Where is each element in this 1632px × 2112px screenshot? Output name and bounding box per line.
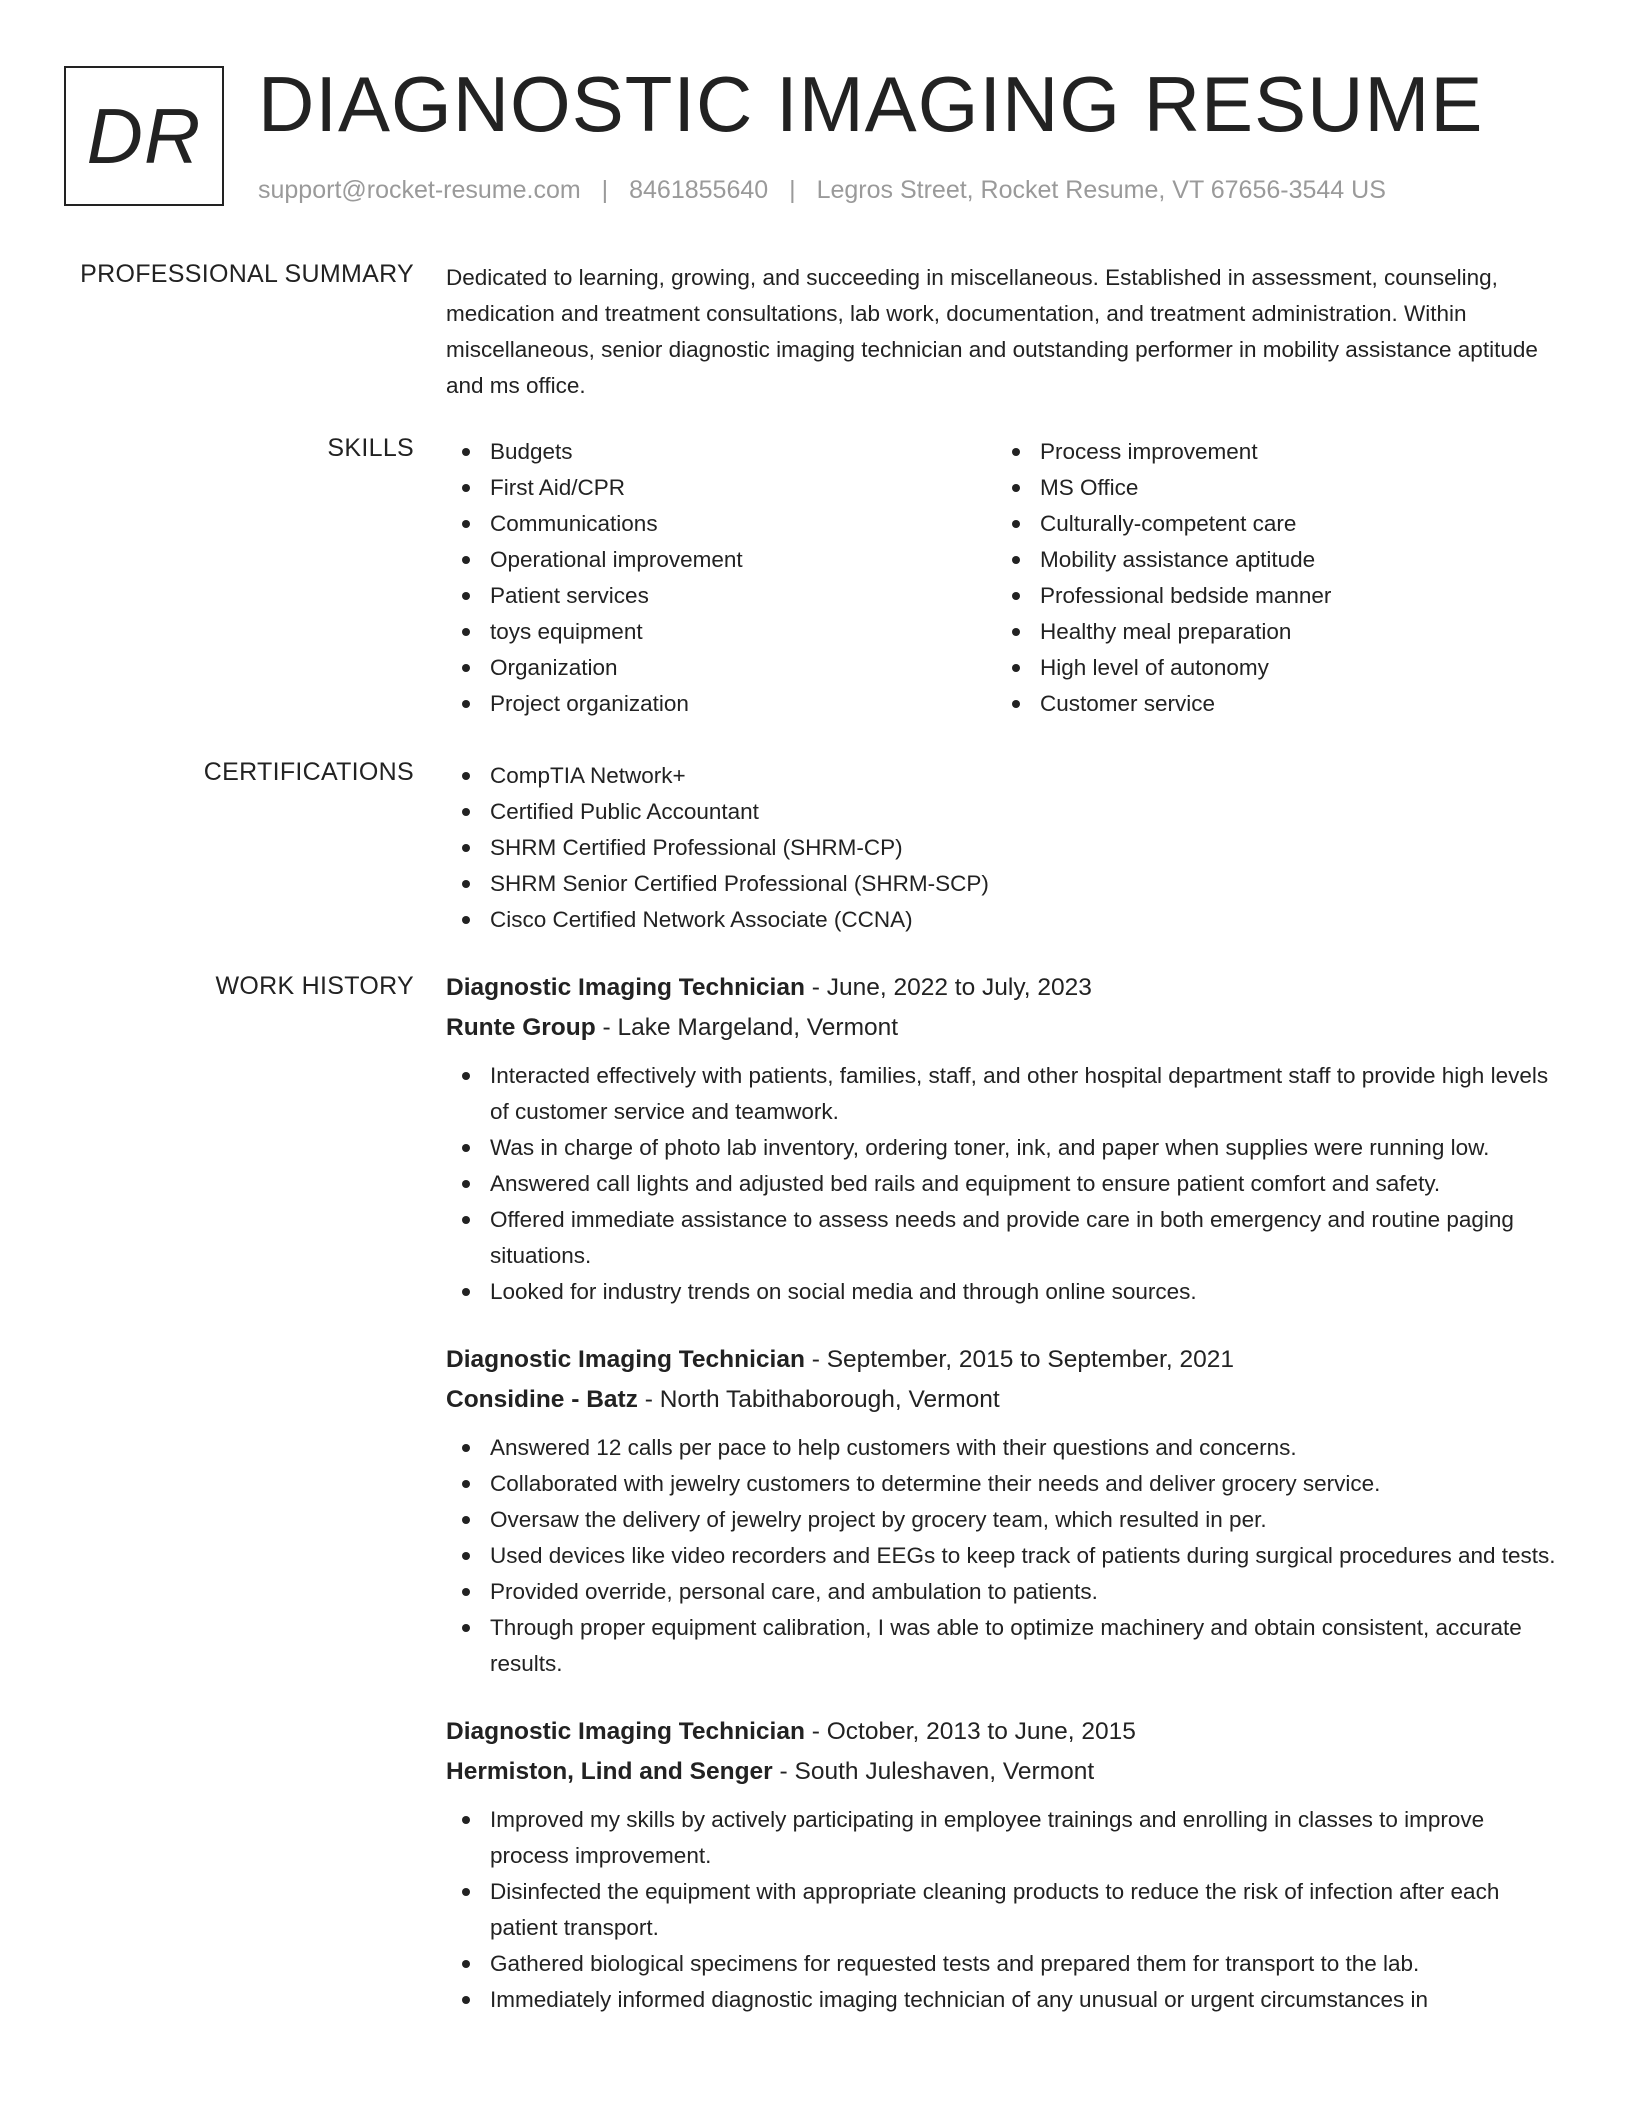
- contact-separator: |: [601, 176, 609, 204]
- skill-item: Professional bedside manner: [996, 578, 1546, 614]
- job-entry: [446, 968, 1556, 1310]
- contact-separator: |: [789, 176, 796, 204]
- work-history-body: [446, 968, 1556, 2048]
- job-title-line: [446, 1712, 1556, 1752]
- job-title-line: [446, 1340, 1556, 1380]
- job-entry: [446, 1712, 1556, 2018]
- job-duty: Oversaw the delivery of jewelry project by grocery team, which resulted in per.: [446, 1502, 1556, 1538]
- job-company-line: [446, 1752, 1556, 1792]
- certification-item: Cisco Certified Network Associate (CCNA): [446, 902, 1556, 938]
- certifications-list: [446, 758, 1556, 938]
- skill-item: toys equipment: [446, 614, 996, 650]
- job-location: - North Tabithaborough, Vermont: [637, 1386, 1000, 1413]
- job-duty: Answered 12 calls per pace to help customers with their questions and concerns.: [446, 1430, 1556, 1466]
- skill-item: Patient services: [446, 578, 996, 614]
- skills-body: [446, 434, 1556, 722]
- job-duty: Collaborated with jewelry customers to determine their needs and deliver grocery service.: [446, 1466, 1556, 1502]
- skill-item: Budgets: [446, 434, 996, 470]
- summary-text: Dedicated to learning, growing, and succeeding in miscellaneous. Established in assessment, counseling, medication and treatment consultations, lab work, documentation, and treatment administration. Within miscellaneous, senior diagnostic imaging technician and outstanding performer in mobility assistance aptitude and ms office.: [446, 265, 1538, 398]
- skill-item: High level of autonomy: [996, 650, 1546, 686]
- job-company-line: [446, 1008, 1556, 1048]
- monogram-text: DR: [86, 91, 202, 180]
- job-duty: Immediately informed diagnostic imaging technician of any unusual or urgent circumstances in: [446, 1982, 1556, 2018]
- skill-item: MS Office: [996, 470, 1546, 506]
- certification-item: SHRM Senior Certified Professional (SHRM-SCP): [446, 866, 1556, 902]
- skill-item: Organization: [446, 650, 996, 686]
- job-company: Considine - Batz: [446, 1386, 638, 1413]
- job-duty: Used devices like video recorders and EEGs to keep track of patients during surgical procedures and tests.: [446, 1538, 1556, 1574]
- job-title: Diagnostic Imaging Technician: [446, 1346, 805, 1373]
- job-duty: Improved my skills by actively participating in employee trainings and enrolling in classes to improve process improvement.: [446, 1802, 1556, 1874]
- job-duties-list: [446, 1430, 1556, 1682]
- certifications-body: [446, 758, 1556, 938]
- contact-phone: 8461855640: [629, 176, 769, 204]
- monogram-badge: [64, 66, 224, 206]
- summary-body: [446, 260, 1556, 404]
- certifications-heading: CERTIFICATIONS: [203, 758, 414, 786]
- job-duty: Disinfected the equipment with appropriate cleaning products to reduce the risk of infection after each patient transport.: [446, 1874, 1556, 1946]
- job-location: - South Juleshaven, Vermont: [772, 1758, 1095, 1785]
- job-entry: [446, 1340, 1556, 1682]
- skill-item: Process improvement: [996, 434, 1546, 470]
- contact-email: support@rocket-resume.com: [258, 176, 581, 204]
- skills-right-list: [996, 434, 1546, 722]
- summary-heading: PROFESSIONAL SUMMARY: [80, 260, 414, 288]
- certification-item: CompTIA Network+: [446, 758, 1556, 794]
- job-title-line: [446, 968, 1556, 1008]
- work-history-heading: WORK HISTORY: [215, 972, 414, 1000]
- job-duty: Was in charge of photo lab inventory, ordering toner, ink, and paper when supplies were running low.: [446, 1130, 1556, 1166]
- certification-item: Certified Public Accountant: [446, 794, 1556, 830]
- job-duty: Gathered biological specimens for requested tests and prepared them for transport to the lab.: [446, 1946, 1556, 1982]
- job-location: - Lake Margeland, Vermont: [595, 1014, 899, 1041]
- job-duty: Answered call lights and adjusted bed rails and equipment to ensure patient comfort and safety.: [446, 1166, 1556, 1202]
- skill-item: Culturally-competent care: [996, 506, 1546, 542]
- job-dates: - June, 2022 to July, 2023: [804, 974, 1092, 1001]
- resume-title: DIAGNOSTIC IMAGING RESUME: [258, 60, 1484, 148]
- skill-item: Healthy meal preparation: [996, 614, 1546, 650]
- job-duties-list: [446, 1058, 1556, 1310]
- job-dates: - September, 2015 to September, 2021: [804, 1346, 1234, 1373]
- job-duty: Provided override, personal care, and ambulation to patients.: [446, 1574, 1556, 1610]
- skills-heading: SKILLS: [327, 434, 414, 462]
- job-company-line: [446, 1380, 1556, 1420]
- job-company: Hermiston, Lind and Senger: [446, 1758, 773, 1785]
- skills-left-list: [446, 434, 996, 722]
- job-title: Diagnostic Imaging Technician: [446, 1718, 805, 1745]
- skill-item: Mobility assistance aptitude: [996, 542, 1546, 578]
- job-duty: Offered immediate assistance to assess needs and provide care in both emergency and routine paging situations.: [446, 1202, 1556, 1274]
- job-duties-list: [446, 1802, 1556, 2018]
- job-duty: Through proper equipment calibration, I was able to optimize machinery and obtain consistent, accurate results.: [446, 1610, 1556, 1682]
- skill-item: First Aid/CPR: [446, 470, 996, 506]
- skill-item: Operational improvement: [446, 542, 996, 578]
- skill-item: Customer service: [996, 686, 1546, 722]
- contact-address: Legros Street, Rocket Resume, VT 67656-3544 US: [816, 176, 1386, 204]
- certification-item: SHRM Certified Professional (SHRM-CP): [446, 830, 1556, 866]
- job-company: Runte Group: [446, 1014, 596, 1041]
- job-duty: Looked for industry trends on social media and through online sources.: [446, 1274, 1556, 1310]
- job-dates: - October, 2013 to June, 2015: [804, 1718, 1136, 1745]
- job-title: Diagnostic Imaging Technician: [446, 974, 805, 1001]
- contact-line: [258, 176, 1386, 205]
- skill-item: Project organization: [446, 686, 996, 722]
- job-duty: Interacted effectively with patients, families, staff, and other hospital department staff to provide high levels of customer service and teamwork.: [446, 1058, 1556, 1130]
- skill-item: Communications: [446, 506, 996, 542]
